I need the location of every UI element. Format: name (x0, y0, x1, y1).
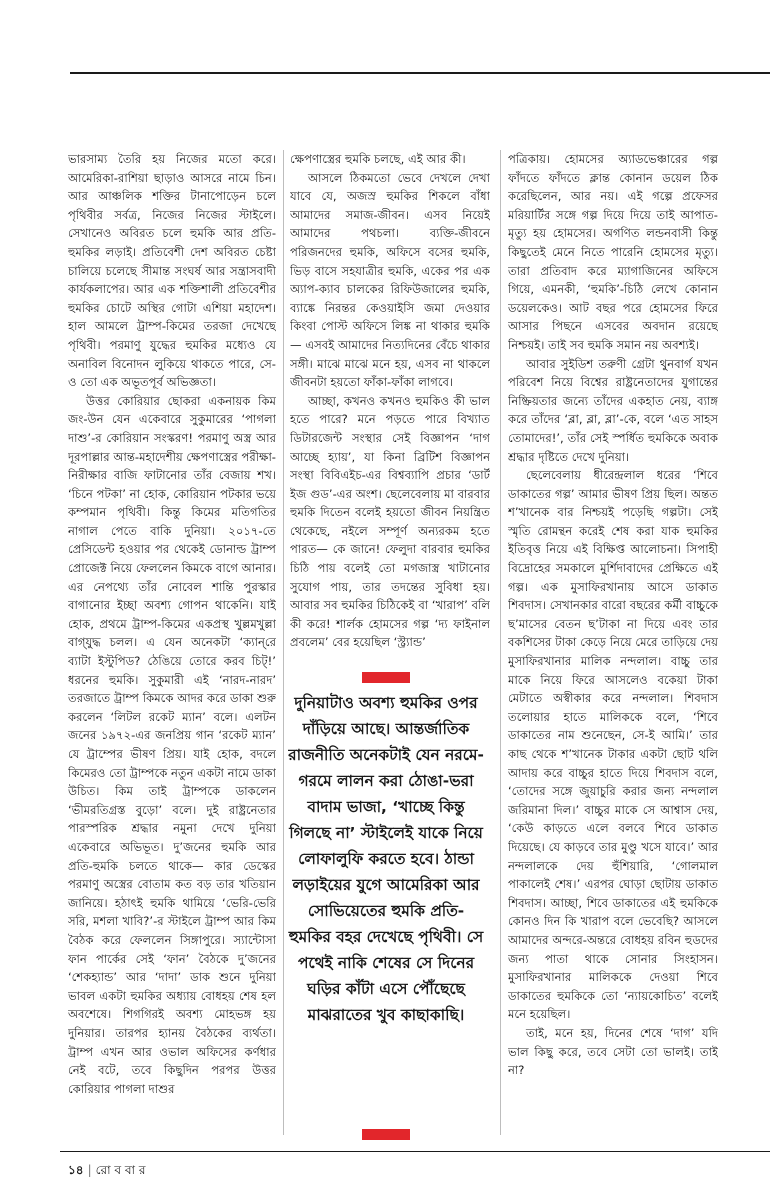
column-divider (283, 150, 284, 1135)
header-rule (70, 72, 770, 74)
pull-quote-bottom-marker (362, 1129, 410, 1140)
section-name: রো ব বা র (95, 1163, 146, 1177)
paragraph: উত্তর কোরিয়ার ছোকরা একনায়ক কিম জং-উন যেন একেবারে সুকুমারের ‘পাগলা দাশু’-র কোরিয়ান সংস্করণ! পরমাণু অস্ত্র আর দূরপাল্লার আন্ত-মহাদেশীয় ক্ষেপণাস্ত্রের পরীক্ষা-নিরীক্ষার বাজি ফাটানোর তাঁর বেজায় শখ। ‘চিনে পটকা’ না হোক, কোরিয়ান পটকার ভয়ে কম্পমান পৃথিবী। কিন্তু কিমের মতিগতির নাগাল পেতে বাকি দুনিয়া। ২০১৭-তে প্রেসিডেন্ট হওয়ার পর থেকেই ডোনাল্ড ট্রাম্প প্রোজেক্ট নিয়ে ফেললেন কিমকে বাগে আনার। এর নেপথ্যে তাঁর নোবেল শান্তি পুরস্কার বাগানোর ইচ্ছা অবশ্য গোপন থাকেনি। যাই হোক, প্রথমে ট্রাম্প-কিমের একপ্রস্থ খুল্লমখুল্লা বাগ্‌যুদ্ধ চলল। এ যেন অনেকটা ‘ক্যান্‌রে ব্যাটা ইস্টুপিড? ঠেঙিয়ে তোরে করব চিট্‌!’ ধরনের হুমকি। সুকুমারী এই ‘নারদ-নারদ’ তরজাতে ট্রাম্প কিমকে আদর করে ডাকা শুরু করলেন ‘লিটল রকেট ম্যান’ বলে। এলটন জনের ১৯৭২-এর জনপ্রিয় গান ‘রকেট ম্যান’ যে ট্রাম্পের ভীষণ প্রিয়। যাই হোক, বদলে কিমেরও তো ট্রাম্পকে নতুন একটা নামে ডাকা উচিত। কিম তাই ট্রাম্পকে ডাকলেন ‘ভীমরতিগ্রস্ত বুড়ো’ বলে। দুই রাষ্ট্রনেতার পারস্পরিক শ্রদ্ধার নমুনা দেখে দুনিয়া একেবারে অভিভূত। দু’জনের হুমকি আর প্রতি-হুমকি চলতে থাকে— কার ডেস্কের পরমাণু অস্ত্রের বোতাম কত বড় তার খতিয়ান জানিয়ে। হঠাৎই হুমকি থামিয়ে ‘ভেরি-ভেরি সরি, মশলা খাবি?’-র স্টাইলে ট্রাম্প আর কিম বৈঠক করে ফেললেন সিঙ্গাপুরে। স্যান্টোসা ফান পার্কের সেই ‘ফান’ বৈঠকে দু’জনের ‘শেকহ্যান্ড’ আর ‘দাদা’ ডাক শুনে দুনিয়া ভাবল একটা হুমকির অধ্যায় বোধহয় শেষ হল অবশেষে। শিগগিরই অবশ্য মোহভঙ্গ হয় দুনিয়ার। তারপর হ্যানয় বৈঠকের ব্যর্থতা। ট্রাম্প এখন আর ওভাল অফিসের কর্ণধার নেই বটে, তবে কিছুদিন পরপর উত্তর কোরিয়ার পাগলা দাশুর (68, 393, 276, 1096)
paragraph: ভারসাম্য তৈরি হয় নিজের মতো করে। আমেরিকা-রাশিয়া ছাড়াও আসরে নামে চিন। আর আঞ্চলিক শক্তির টানাপোড়েন চলে পৃথিবীর সর্বত্র, নিজের নিজের স্টাইলে। সেখানেও অবিরত চলে হুমকি আর প্রতি-হুমকির লড়াই। প্রতিবেশী দেশ অবিরত চেষ্টা চালিয়ে চলেছে সীমান্ত সংঘর্ষ আর সন্ত্রাসবাদী কার্যকলাপের। আর এক শক্তিশালী প্রতিবেশীর হুমকির চোটে অস্থির গোটা এশিয়া মহাদেশ। হাল আমলে ট্রাম্প-কিমের তরজা দেখেছে পৃথিবী। পরমাণু যুদ্ধের হুমকির মধ্যেও যে অনাবিল বিনোদন লুকিয়ে থাকতে পারে, সে-ও তো এক অভূতপূর্ব অভিজ্ঞতা। (68, 152, 276, 390)
paragraph: ছেলেবেলায় ধীরেন্দ্রলাল ধরের ‘শিবে ডাকাতের গল্প’ আমার ভীষণ প্রিয় ছিল। অন্তত শ’খানেক বার নিশ্চয়ই পড়েছি গল্পটা। সেই স্মৃতি রোমন্থন করেই শেষ করা যাক হুমকির ইতিবৃত্ত নিয়ে এই বিক্ষিপ্ত আলোচনা। সিপাহী বিদ্রোহের সমকালে মুর্শিদাবাদের প্রেক্ষিতে এই গল্প। এক মুসাফিরখানায় আসে ডাকাত শিবদাস। সেখানকার বারো বছরের কর্মী বাচ্চুকে ছ’মাসের বেতন ছ’টাকা না দিয়ে এবং তার বকশিসের টাকা কেড়ে নিয়ে মেরে তাড়িয়ে দেয় মুসাফিরখানার মালিক নন্দলাল। বাচ্চু তার মাকে নিয়ে ফিরে আসলেও বকেয়া টাকা মেটাতে অস্বীকার করে নন্দলাল। শিবদাস তলোয়ার হাতে মালিককে বলে, ‘শিবে ডাকাতের নাম শুনেছেন, সে-ই আমি।’ তার কাছ থেকে শ’খানেক টাকার একটা ছোট থলি আদায় করে বাচ্চুর হাতে দিয়ে শিবদাস বলে, ‘তোদের সঙ্গে জুয়াচুরি করার জন্য নন্দলাল জরিমানা দিল।’ বাচ্চুর মাকে সে আশ্বাস দেয়, ‘কেউ কাড়তে এলে বলবে শিবে ডাকাত দিয়েছে। যে কাড়বে তার মুণ্ডু খসে যাবে।’ আর নন্দলালকে দেয় হুঁশিয়ারি, ‘গোলমাল পাকালেই শেষ।’ এরপর ঘোড়া ছোটায় ডাকাত শিবদাস। আচ্ছা, শিবে ডাকাতের এই হুমকিকে কোনও দিন কি খারাপ বলে ভেবেছি? আসলে আমাদের অন্দরে-অন্তরে বোধহয় রবিন হুডদের জন্য পাতা থাকে সোনার সিংহাসন। মুসাফিরখানার মালিককে দেওয়া শিবে ডাকাতের হুমকিকে তো ‘ন্যায়কোচিত’ বলেই মনে হয়েছিল। (508, 468, 718, 1022)
paragraph: তাই, মনে হয়, দিনের শেষে ‘দাগ’ যদি ভাল কিছু করে, তবে সেটা তো ভালই। তাই না? (508, 1025, 718, 1078)
paragraph: আবার সুইডিশ তরুণী গ্রেটা থুনবার্গ যখন পরিবেশ নিয়ে বিশ্বের রাষ্ট্রনেতাদের যুগান্তের নিষ্ক্রিয়তার জন্যে তাঁদের একহাত নেয়, ব্যাঙ্গ করে তাঁদের ‘ব্লা, ব্লা, ব্লা’-কে, বলে ‘এত সাহস তোমাদের!’, তাঁর সেই স্পর্ধিত হুমকিকে অবাক শ্রদ্ধার দৃষ্টিতে দেখে দুনিয়া। (508, 356, 718, 464)
paragraph: ক্ষেপণাস্ত্রের হুমকি চলছে, এই আর কী। (290, 152, 466, 166)
footer-separator: | (87, 1163, 92, 1177)
paragraph: পত্রিকায়। হোমসের অ্যাডভেঞ্চারের গল্প ফাঁদতে ফাঁদতে ক্লান্ত কোনান ডয়েল ঠিক করেছিলেন, আর নয়। এই গল্পে প্রফেসর মরিয়ার্টির সঙ্গে গল্প দিয়ে দিয়ে তাই আপাত-মৃত্যু হয় হোমসের। অগণিত লন্ডনবাসী কিন্তু কিছুতেই মেনে নিতে পারেনি হোমসের মৃত্যু। তারা প্রতিবাদ করে ম্যাগাজিনের অফিসে গিয়ে, এমনকী, ‘হুমকি’-চিঠি লেখে কোনান ডয়েলকেও। আট বছর পরে হোমসের ফিরে আসার পিছনে এসবের অবদান রয়েছে নিশ্চয়ই। তাই সব হুমকি সমান নয় অবশ্যই। (508, 152, 718, 352)
page-number: ১৪ (68, 1163, 84, 1177)
pull-quote-top-marker (362, 672, 410, 683)
article-column-1 (68, 150, 276, 1135)
page-footer (68, 1162, 145, 1182)
column-divider (500, 150, 501, 1135)
article-column-3 (508, 150, 718, 1135)
article-column-2 (290, 150, 490, 670)
footer-rule (60, 1151, 770, 1152)
paragraph: আচ্ছা, কখনও কখনও হুমকিও কী ভাল হতে পারে? মনে পড়তে পারে বিখ্যাত ডিটারজেন্ট সংস্থার সেই বিজ্ঞাপন ‘দাগ আচ্ছে হ্যায়’, যা কিনা ব্রিটিশ বিজ্ঞাপন সংস্থা বিবিএইচ-এর বিশ্বব্যাপি প্রচার ‘ডার্ট ইজ গুড’-এর অংশ। ছেলেবেলায় মা বারবার হুমকি দিতেন বলেই হয়তো জীবন নিয়ন্ত্রিত থেকেছে, নইলে সম্পূর্ণ অন্যরকম হতে পারত— কে জানে! ফেলুদা বারবার হুমকির চিঠি পায় বলেই তো মগজাস্ত্র খাটানোর সুযোগ পায়, তার তদন্তের সুবিধা হয়। আবার সব হুমকির চিঠিকেই বা ‘খারাপ’ বলি কী করে! শার্লক হোমসের গল্প ‘দ্য ফাইনাল প্রবলেম’ বের হয়েছিল ‘স্ট্র্যান্ড’ (290, 393, 490, 650)
paragraph: আসলে ঠিকমতো ভেবে দেখলে দেখা যাবে যে, অজস্র হুমকির শিকলে বাঁধা আমাদের সমাজ-জীবন। এসব নিয়েই আমাদের পথচলা। ব্যক্তি-জীবনে পরিজনদের হুমকি, অফিসে বসের হুমকি, ভিড় বাসে সহযাত্রীর হুমকি, একের পর এক অ্যাপ-ক্যাব চালকের রিফিউজালের হুমকি, ব্যাঙ্কে নিরন্তর কেওয়াইসি জমা দেওয়ার কিংবা পোস্ট অফিসে লিঙ্ক না থাকার হুমকি— এসবই আমাদের নিত্যদিনের বেঁচে থাকার সঙ্গী। মাঝে মাঝে মনে হয়, এসব না থাকলে জীবনটা হয়তো ফাঁকা-ফাঁকা লাগবে। (290, 170, 490, 390)
pull-quote: দুনিয়াটাও অবশ্য হুমকির ওপর দাঁড়িয়ে আছে। আন্তর্জাতিক রাজনীতি অনেকটাই যেন নরমে-গরমে লালন করা ঠোঙা-ভরা বাদাম ভাজা, ‘খাচ্ছে কিন্তু গিলছে না’ স্টাইলেই যাকে নিয়ে লোফালুফি করতে হবে। ঠান্ডা লড়াইয়ের যুগে আমেরিকা আর সোভিয়েতের হুমকি প্রতি-হুমকির বহর দেখেছে পৃথিবী। সে পথেই নাকি শেষের সে দিনের ঘড়ির কাঁটা এসে পৌঁছেছে মাঝরাতের খুব কাছাকাছি। (288, 694, 484, 1024)
